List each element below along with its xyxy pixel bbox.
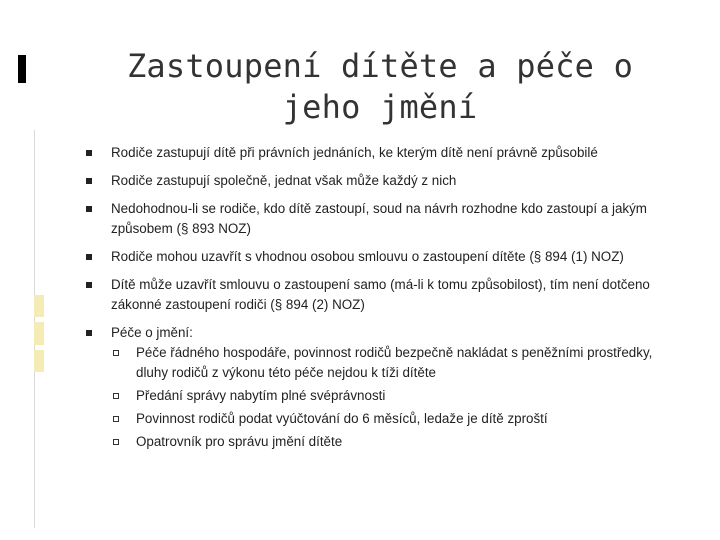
list-item bbox=[86, 275, 686, 315]
sub-bullet-list bbox=[111, 343, 686, 452]
square-bullet-icon bbox=[86, 178, 92, 184]
hollow-square-bullet-icon bbox=[113, 416, 119, 422]
hollow-square-bullet-icon bbox=[113, 393, 119, 399]
hollow-square-bullet-icon bbox=[113, 439, 119, 445]
decorative-block bbox=[34, 350, 44, 372]
sub-list-item bbox=[111, 409, 686, 429]
list-item bbox=[86, 247, 686, 267]
sub-list-item-text: Péče řádného hospodáře, povinnost rodičů bezpečně nakládat s peněžními prostředky, dluhy rodičů z výkonu této péče nejdou k tíži dítěte bbox=[136, 345, 653, 380]
title-accent-bar bbox=[18, 55, 26, 83]
sub-list-item-text: Povinnost rodičů podat vyúčtování do 6 měsíců, ledaže je dítě zproští bbox=[136, 411, 548, 426]
list-item-text: Rodiče zastupují dítě při právních jednáních, ke kterým dítě není právně způsobilé bbox=[111, 145, 598, 160]
list-item-text: Péče o jmění: bbox=[111, 325, 193, 340]
sub-list-item bbox=[111, 432, 686, 452]
list-item-text: Rodiče zastupují společně, jednat však může každý z nich bbox=[111, 173, 457, 188]
hollow-square-bullet-icon bbox=[113, 350, 119, 356]
list-item-text: Nedohodnou-li se rodiče, kdo dítě zastoupí, soud na návrh rozhodne kdo zastoupí a jakým způsobem (§ 893 NOZ) bbox=[111, 201, 647, 236]
square-bullet-icon bbox=[86, 150, 92, 156]
sub-list-item bbox=[111, 343, 686, 383]
slide-title: Zastoupení dítěte a péče o jeho jmění bbox=[126, 47, 634, 126]
list-item bbox=[86, 171, 686, 191]
list-item-text: Dítě může uzavřít smlouvu o zastoupení samo (má-li k tomu způsobilost), tím není dotčeno zákonné zastoupení rodiči (§ 894 (2) NOZ) bbox=[111, 277, 650, 312]
sub-list-item-text: Opatrovník pro správu jmění dítěte bbox=[136, 434, 343, 449]
list-item bbox=[86, 199, 686, 239]
bullet-list bbox=[86, 143, 686, 460]
list-item bbox=[86, 143, 686, 163]
sub-list-item-text: Předání správy nabytím plné svéprávnosti bbox=[136, 388, 386, 403]
square-bullet-icon bbox=[86, 206, 92, 212]
decorative-block bbox=[34, 322, 44, 345]
list-item-text: Rodiče mohou uzavřít s vhodnou osobou smlouvu o zastoupení dítěte (§ 894 (1) NOZ) bbox=[111, 249, 624, 264]
sub-list-item bbox=[111, 386, 686, 406]
square-bullet-icon bbox=[86, 254, 92, 260]
list-item bbox=[86, 323, 686, 452]
square-bullet-icon bbox=[86, 330, 92, 336]
decorative-block bbox=[34, 295, 44, 317]
square-bullet-icon bbox=[86, 282, 92, 288]
